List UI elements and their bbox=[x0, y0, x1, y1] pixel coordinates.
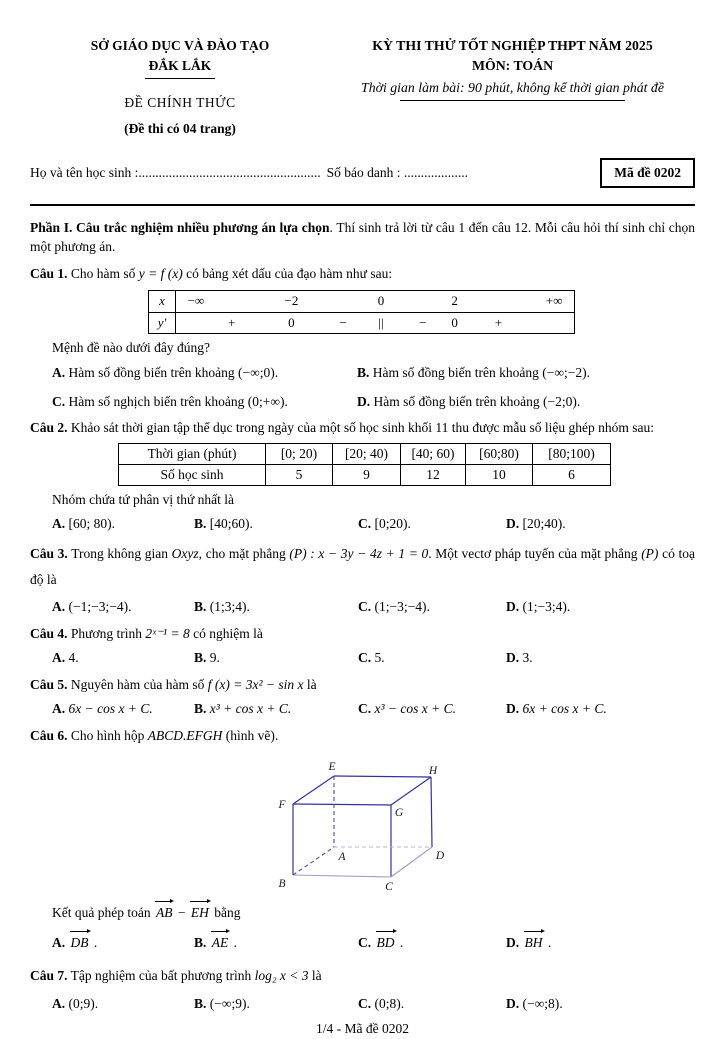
q4-option-b: B. 9. bbox=[194, 650, 220, 666]
province-name: ĐẮK LẮK bbox=[148, 57, 212, 73]
short-divider bbox=[145, 78, 215, 79]
q6-option-d: D. BH . bbox=[506, 933, 695, 953]
sign-table bbox=[148, 290, 575, 334]
q5-option-d: D. 6x + cos x + C. bbox=[506, 701, 607, 717]
q1-text: Cho hàm số bbox=[70, 265, 139, 281]
sign-table-x-row bbox=[149, 291, 574, 312]
question-7: Câu 7. Tập nghiệm của bất phương trình log₂ x < 3 là A. (0;9). B. (−∞;9). C. (0;8). D. (−∞;8). bbox=[30, 966, 695, 1013]
q2-option-b: B. [40;60). bbox=[194, 516, 253, 532]
box-figure bbox=[260, 750, 695, 900]
y-cell: + bbox=[494, 314, 503, 330]
header-left bbox=[30, 36, 330, 138]
y-cell: 0 bbox=[288, 314, 295, 330]
question-1 bbox=[30, 264, 695, 411]
q4-option-c: C. 5. bbox=[358, 650, 385, 666]
candidate-number-label: Số báo danh : ................... bbox=[326, 165, 468, 181]
q4-label: Câu 4. bbox=[30, 625, 68, 641]
freq-header-row: Thời gian (phút) [0; 20) [20; 40) [40; 60) [60;80) [80;100) bbox=[119, 443, 611, 464]
header-right bbox=[330, 36, 695, 138]
q7-option-b: B. (−∞;9). bbox=[194, 995, 250, 1011]
q2-option-c: C. [0;20). bbox=[358, 516, 411, 532]
q7-label: Câu 7. bbox=[30, 968, 68, 984]
vertex-label-h: H bbox=[428, 764, 438, 777]
q6-result-line: Kết quả phép toán AB − EH bằng bbox=[30, 903, 695, 923]
q6-label: Câu 6. bbox=[30, 727, 68, 743]
q1-option-b: B. Hàm số đồng biến trên khoảng (−∞;−2). bbox=[357, 365, 590, 381]
exam-code-badge: Mã đề 0202 bbox=[600, 158, 695, 188]
q1-label: Câu 1. bbox=[30, 265, 68, 281]
q5-option-c: C. x³ − cos x + C. bbox=[358, 701, 457, 717]
y-cell: 0 bbox=[451, 314, 458, 330]
q6-option-a: A. DB . bbox=[52, 933, 194, 953]
student-name-label: Họ và tên học sinh :...................................................... bbox=[30, 165, 321, 181]
q5-label: Câu 5. bbox=[30, 676, 68, 692]
q2-options bbox=[30, 514, 695, 534]
q5-option-b: B. x³ + cos x + C. bbox=[194, 701, 292, 717]
question-2 bbox=[30, 418, 695, 534]
q3-option-d: D. (1;−3;4). bbox=[506, 599, 571, 615]
q1-option-c: C. Hàm số nghịch biến trên khoảng (0;+∞). bbox=[52, 393, 288, 409]
y-cell: − bbox=[419, 314, 427, 330]
pages-note: (Đề thi có 04 trang) bbox=[124, 120, 236, 136]
official-exam-label: ĐỀ CHÍNH THỨC bbox=[124, 95, 236, 111]
q3-option-b: B. (1;3;4). bbox=[194, 599, 250, 615]
vertex-label-a: A bbox=[338, 850, 346, 863]
part1-intro bbox=[30, 218, 695, 257]
x-cell: −∞ bbox=[187, 292, 205, 308]
exam-title: KỲ THI THỬ TỐT NGHIỆP THPT NĂM 2025 bbox=[372, 38, 653, 53]
q6-option-b: B. AE . bbox=[194, 933, 358, 953]
q5-options bbox=[30, 699, 695, 719]
part1-instructions: . Thí sinh trả lời từ câu 1 đến câu 12. Mỗi câu hỏi thí sinh chỉ chọn một phương án. bbox=[30, 219, 695, 255]
q1-option-a: A. Hàm số đồng biến trên khoảng (−∞;0). bbox=[52, 365, 279, 381]
subject-title: MÔN: TOÁN bbox=[471, 58, 554, 73]
q7-option-a: A. (0;9). bbox=[52, 995, 99, 1011]
y-cell: − bbox=[339, 314, 347, 330]
q1-math: y = f (x) bbox=[138, 265, 183, 281]
q3-option-c: C. (1;−3;−4). bbox=[358, 599, 430, 615]
x-row-label: x bbox=[149, 291, 176, 312]
q3-options bbox=[30, 597, 695, 617]
q4-options bbox=[30, 648, 695, 668]
q3-label: Câu 3. bbox=[30, 545, 68, 561]
y-row-label: y′ bbox=[149, 313, 176, 333]
q1-option-d: D. Hàm số đồng biến trên khoảng (−2;0). bbox=[357, 393, 581, 409]
q2-question: Nhóm chứa tứ phân vị thứ nhất là bbox=[52, 491, 235, 507]
q4-option-d: D. 3. bbox=[506, 650, 533, 666]
x-cell: 0 bbox=[377, 292, 385, 308]
question-6: Câu 6. Cho hình hộp ABCD.EFGH (hình vẽ). E H F G A D B C Kết quả phép toán AB − EH bằng A. DB . B. AE . C. BD . D. BH . bbox=[30, 726, 695, 952]
x-cell: +∞ bbox=[545, 292, 563, 308]
freq-value-row: Số học sinh 5 9 12 10 6 bbox=[119, 464, 611, 485]
vertex-label-f: F bbox=[278, 798, 286, 811]
q2-option-d: D. [20;40). bbox=[506, 516, 566, 532]
q6-options bbox=[30, 933, 695, 953]
vertex-label-b: B bbox=[278, 877, 286, 890]
vertex-label-g: G bbox=[394, 806, 404, 819]
vertex-label-c: C bbox=[385, 880, 393, 893]
y-cell: + bbox=[228, 314, 236, 330]
vertex-label-d: D bbox=[435, 849, 445, 862]
x-cell: −2 bbox=[284, 292, 299, 308]
question-3: Câu 3. Trong không gian Oxyz, cho mặt phẳng (P) : x − 3y − 4z + 1 = 0. Một vectơ pháp tuyến của mặt phẳng (P) có toạ độ là A. (−1;−3;−4). B. (1;3;4). C. (1;−3;−4). D. (1;−3;4). bbox=[30, 541, 695, 617]
question-4: Câu 4. Phương trình 2ˣ⁻¹ = 8 có nghiệm là A. 4. B. 9. C. 5. D. 3. bbox=[30, 624, 695, 668]
q1-question: Mệnh đề nào dưới đây đúng? bbox=[52, 339, 211, 355]
q7-option-c: C. (0;8). bbox=[358, 995, 405, 1011]
parallelepiped-figure bbox=[260, 750, 475, 894]
x-cell: 2 bbox=[451, 292, 458, 308]
header bbox=[30, 36, 695, 138]
q2-label: Câu 2. bbox=[30, 420, 68, 436]
sign-table-y-row bbox=[149, 312, 574, 333]
q1-text2: có bảng xét dấu của đạo hàm như sau: bbox=[182, 265, 393, 281]
part1-title: Phần I. Câu trắc nghiệm nhiều phương án lựa chọn bbox=[30, 219, 330, 235]
q3-option-a: A. (−1;−3;−4). bbox=[52, 599, 132, 615]
q2-text: Khảo sát thời gian tập thể dục trong ngày của một số học sinh khối 11 thu được mẫu số liệu ghép nhóm sau: bbox=[70, 420, 655, 436]
q4-option-a: A. 4. bbox=[52, 650, 79, 666]
vertex-label-e: E bbox=[328, 760, 336, 773]
q1-options bbox=[30, 363, 695, 411]
duration-note: Thời gian làm bài: 90 phút, không kể thời gian phát đề bbox=[361, 80, 664, 95]
department-name: SỞ GIÁO DỤC VÀ ĐÀO TẠO bbox=[90, 38, 270, 53]
frequency-table bbox=[118, 443, 611, 486]
question-5: Câu 5. Nguyên hàm của hàm số f (x) = 3x² − sin x là A. 6x − cos x + C. B. x³ + cos x + C. C. x³ − cos x + C. D. 6x + cos x + C. bbox=[30, 675, 695, 719]
y-cell: || bbox=[378, 314, 384, 330]
q7-option-d: D. (−∞;8). bbox=[506, 995, 563, 1011]
vector-ab: AB bbox=[154, 903, 175, 923]
q7-options bbox=[30, 994, 695, 1014]
header-separator bbox=[30, 204, 695, 206]
student-info-line bbox=[30, 158, 695, 188]
q6-option-c: C. BD . bbox=[358, 933, 506, 953]
q5-option-a: A. 6x − cos x + C. bbox=[52, 701, 153, 717]
vector-eh: EH bbox=[189, 903, 211, 923]
q2-option-a: A. [60; 80). bbox=[52, 516, 115, 532]
duration-underline bbox=[400, 100, 625, 101]
page-footer: 1/4 - Mã đề 0202 bbox=[316, 1021, 409, 1037]
